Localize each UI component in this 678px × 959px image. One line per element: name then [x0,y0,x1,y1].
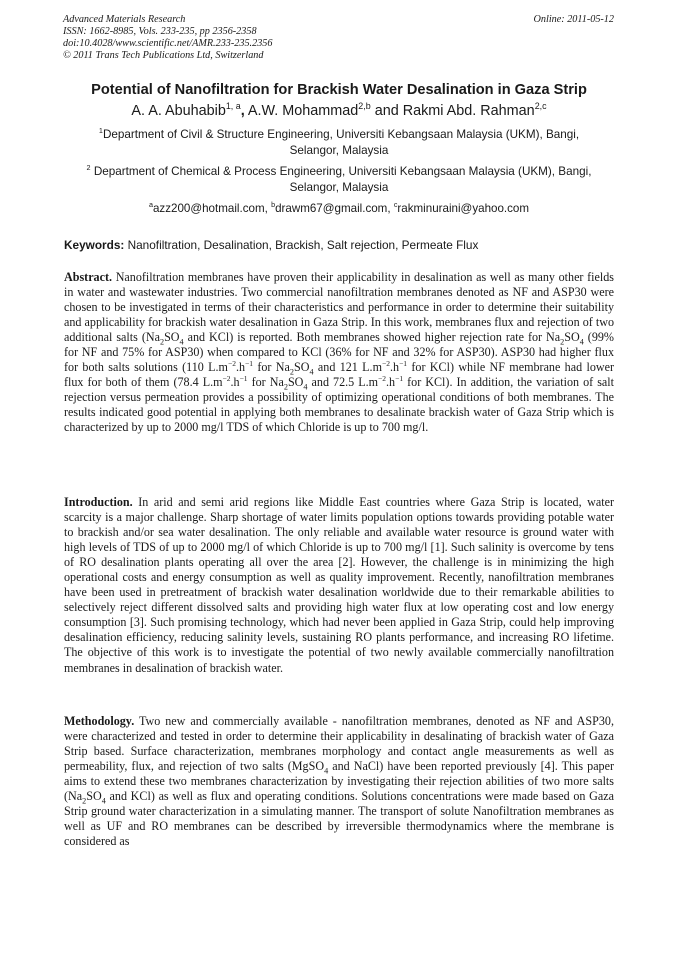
paper-title: Potential of Nanofiltration for Brackish Water Desalination in Gaza Strip [91,82,587,98]
online-date: Online: 2011-05-12 [533,14,614,25]
journal-doi[interactable]: doi:10.4028/www.scientific.net/AMR.233-235.2356 [63,38,273,49]
author-list: A. A. Abuhabib$^{1, a}$, A.W. Mohammad$^{2,b}$ and Rakmi Abd. Rahman$^{2,c}$ [131,101,547,119]
author-name: Rakmi Abd. Rahman [402,103,535,119]
journal-header [63,14,272,62]
journal-copyright: © 2011 Trans Tech Publications Ltd, Switzerland [63,50,264,61]
abstract-paragraph: Abstract. Nanofiltration membranes have proven their applicability in desalination as well as many other fields in water and wastewater industries. Two commercial nanofiltration membranes denoted as NF and ASP30 were chosen to be investigated in terms of their characteristics and performance in order to determine their suitability and applicability for brackish water desalination in Gaza Strip. In this work, membranes flux and rejection of two additional salts ($Na_2SO_4$ and KCl) is reported. Both membranes showed higher rejection rate for $Na_2SO_4$ (99% for NF and 75% for ASP30) when compared to KCl (36% for NF and 32% for ASP30). ASP30 had higher flux for both salts solutions (110 $L.m^{-2}.h^{-1}$ for $Na_2SO_4$ and 121 $L.m^{-2}.h^{-1}$ for KCl) while NF membrane had lower flux for both of them (78.4 $L.m^{-2}.h^{-1}$ for $Na_2SO_4$ and 72.5 $L.m^{-2}.h^{-1}$ for KCl). In addition, the variation of salt rejection versus permeation provides a possibility of optimizing operational conditions of both membranes. The results indicated good potential in applying both membranes to desalinate brackish water of Gaza Strip which is characterized by up to 2000 mg/l TDS of which Chloride is up to 700 mg/l. [64,270,615,435]
email-link[interactable]: azz200@hotmail.com, [152,202,268,215]
author-affil-mark: 2,b [358,101,371,112]
affiliation [80,164,598,196]
methodology-paragraph: Methodology. Two new and commercially available - nanofiltration membranes, denoted as NF and ASP30, were characterized and tested in order to determine their applicability in desalinating of brackish water of Gaza Strip based. Surface characterization, membranes morphology and contact angle measurements as well as permeability, flux, and rejection of two salts (MgSO$_4$ and NaCl) have been reported previously [4]. This paper aims to extend these two membranes characterization by investigating their rejection abilities of two more salts ($Na_2SO_4$ and KCl) as well as flux and operating conditions. Solutions concentrations were made based on Gaza Strip ground water characterization in a simulating manner. The transport of solute Nanofiltration membranes as well as UF and RO membranes can be described by irreversible thermodynamics where the membrane is considered as [64,714,615,849]
email-mark: c [393,200,398,210]
introduction-paragraph: Introduction. In arid and semi arid regions like Middle East countries where Gaza Strip is located, water scarcity is a major challenge. Sharp shortage of water limits population options towards providing potable water to brackish and/or sea water desalination. The only reliable and available water resource is ground water with high levels of TDS of up to 2000 mg/l of which Chloride is up to 700 mg/l [1]. Such salinity is overcome by tens of RO desalination plants operating all over the area [2]. However, the challenge is in minimizing the high operational costs and energy consumption as well as quality improvement. Recently, nanofiltration membranes have been used in pretreatment of brackish water desalination worldwide due to their remarkable abilities to selectively reject different dissolved salts and providing high water flux at low operating cost and low energy consumption [3]. Such promising technology, which had never been applied in Gaza Strip, could help improving desalination efficiency, reducing salinity levels, sustaining RO plants performance, and increasing RO lifetime. The objective of this work is to investigate the potential of two newly available commercially nanofiltration membranes in desalination of brackish water. [64,495,614,675]
email-mark: b [271,200,276,210]
author-affil-mark: 2,c [534,101,547,112]
affiliation-text: Department of Civil & Structure Engineering, Universiti Kebangsaan Malaysia (UKM), Bangi, Selangor, Malaysia [102,128,580,157]
methodology-label: Methodology. [64,714,135,728]
introduction-label: Introduction. [64,495,133,509]
keywords-text: Nanofiltration, Desalination, Brackish, Salt rejection, Permeate Flux [127,238,479,252]
abstract-label: Abstract. [64,270,113,284]
keywords-label: Keywords: [64,238,125,252]
affiliation [80,127,598,159]
email-mark: a [148,200,153,210]
email-link[interactable]: drawm67@gmail.com, [275,202,391,215]
author-affil-mark: 1, a [225,101,241,112]
email-link[interactable]: rakminuraini@yahoo.com [397,202,530,215]
journal-name: Advanced Materials Research [63,14,186,25]
keywords [64,238,614,252]
affiliation-text: Department of Chemical & Process Engineering, Universiti Kebangsaan Malaysia (UKM), Bangi, Selangor, Malaysia [93,165,592,194]
affiliation-number: 1 [98,126,103,136]
author-emails [0,202,678,215]
author-name: A.W. Mohammad [247,103,359,119]
author-name: A. A. Abuhabib [131,103,226,119]
affiliation-number: 2 [86,163,91,173]
journal-issn: ISSN: 1662-8985, Vols. 233-235, pp 2356-2358 [63,26,257,37]
author-conjunction: and [374,103,399,119]
